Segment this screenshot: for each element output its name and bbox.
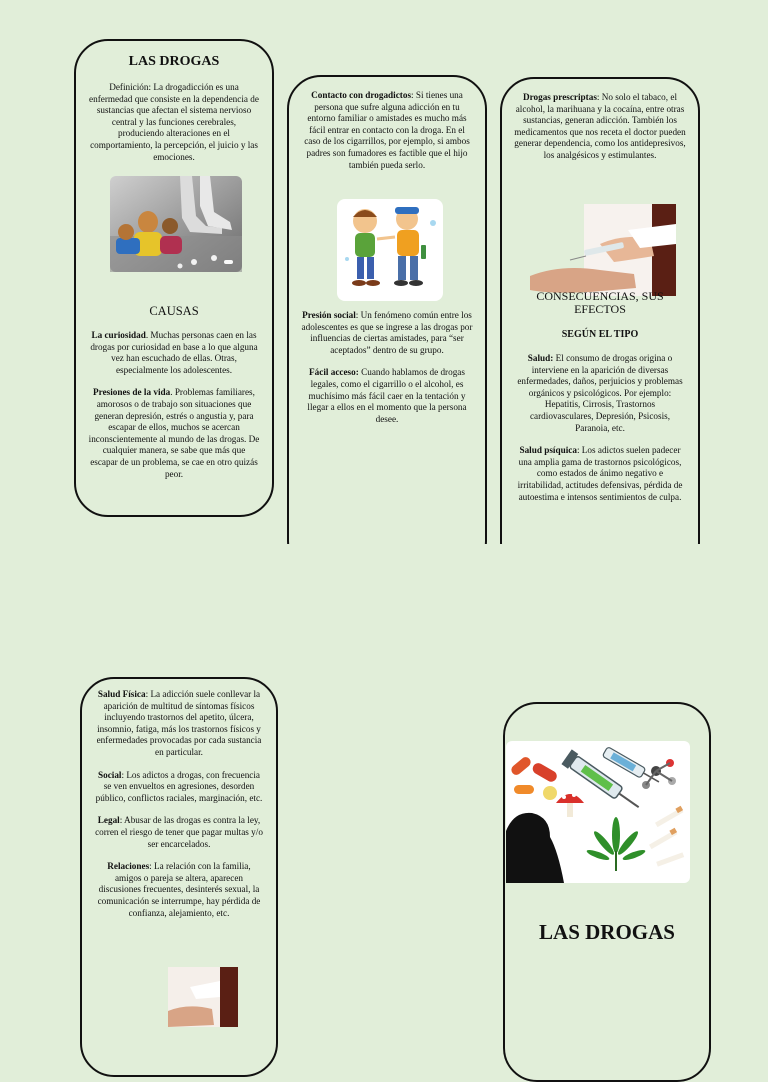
psych-health-label: Salud psíquica — [519, 445, 577, 456]
relations-text: : La relación con la familia, amigos o pareja se altera, aparecen discusiones frecuentes, desinterés sexual, la comunicación se interrumpe, hay pérdida de confianza, alejamiento, etc. — [97, 861, 261, 918]
health-paragraph — [514, 353, 686, 434]
psych-health-paragraph — [514, 445, 686, 503]
kids-cartoon-picture — [337, 199, 443, 301]
physical-health-text: : La adicción suele conllevar la aparición de multitud de síntomas físicos incluyendo trastornos del apetito, úlcera, insomnio, fatiga, más los trastornos físicos y enfermedades provocadas por cada sustancia en particular. — [96, 689, 262, 757]
pressure-text: . Problemas familiares, amorosos o de trabajo son situaciones que generan depresión, estrés o angustia y, para escapar de ellos, muchos se acercan inconscientemente al mundo de las drogas. De cualquier manera, se sabe que más que escapar de un problema, se cae en otro quizás peor. — [88, 387, 260, 479]
panel2-text-bottom — [301, 310, 473, 436]
panel-effects — [80, 677, 278, 1077]
psych-health-text: : Los adictos suelen padecer una amplia gama de trastornos psicológicos, como estados de ánimo negativo e irritabilidad, actitudes defensivas, pérdida de autoestima e intensos sentimientos de culpa. — [517, 445, 683, 502]
relations-paragraph — [94, 861, 264, 919]
social-pressure-text: : Un fenómeno común entre los adolescentes es que se ingrese a las drogas por influencias de ciertas amistades, para “ser aceptados” dentro de su grupo. — [301, 310, 473, 355]
prescribed-paragraph — [514, 92, 686, 162]
health-text: El consumo de drogas origina o interviene en la aparición de diversas enfermedades, daños, perjuicios y problemas orgánicos y psicológicos. Por ejemplo: Hepatitis, Cirrosis, Trastornos cardiovasculares, Depresión, Psicosis, Paranoia, etc. — [517, 353, 683, 433]
cover-title: LAS DROGAS — [539, 920, 675, 944]
physical-health-paragraph — [94, 689, 264, 759]
social-pressure-paragraph — [301, 310, 473, 356]
physical-health-label: Salud Física — [97, 689, 146, 699]
curiosity-paragraph — [88, 330, 260, 376]
panel2-text-top — [301, 90, 473, 182]
causes-text — [88, 330, 260, 491]
curiosity-label: La curiosidad — [91, 330, 146, 340]
definition-label: Definición — [109, 82, 149, 92]
health-label: Salud: — [527, 353, 554, 363]
definition-paragraph — [88, 82, 260, 163]
social-effects-label: Social — [97, 769, 122, 780]
prescribed-text: : No solo el tabaco, el alcohol, la marihuana y la cocaína, entre otras sustancias, generan adicción. También los medicamentos que nos receta el doctor pueden generar dependencia, como los antidepresivos, los analgésicos y estimulantes. — [514, 92, 686, 160]
panel4-text — [94, 689, 264, 930]
legal-text: : Abusar de las drogas es contra la ley, corren el riesgo de tener que pagar multas y/o ser encarcelados. — [95, 815, 263, 849]
injection-photo-small — [168, 967, 238, 1027]
relations-label: Relaciones — [107, 861, 150, 872]
contact-paragraph — [301, 90, 473, 171]
panel-causes — [74, 39, 274, 517]
panel3-text — [514, 353, 686, 514]
drugs-collage-picture — [506, 741, 690, 883]
page-break — [0, 544, 768, 644]
pressure-label: Presiones de la vida — [93, 387, 171, 398]
prescribed-label: Drogas prescriptas — [522, 92, 597, 102]
panel-consequences — [500, 77, 700, 577]
social-pressure-label: Presión social — [302, 310, 356, 320]
easy-access-paragraph — [301, 367, 473, 425]
by-type-subtitle: SEGÚN EL TIPO — [561, 329, 639, 340]
panel-cover — [503, 702, 711, 1082]
causes-title: CAUSAS — [149, 304, 199, 318]
pressure-paragraph — [88, 387, 260, 480]
injection-photo — [530, 204, 676, 296]
easy-access-label: Fácil acceso: — [309, 367, 359, 378]
definition-text: : La drogadicción es una enfermedad que consiste en la dependencia de sustancias que afectan el sistema nervioso central y las funciones cerebrales, produciendo alteraciones en el comportamiento, la percepción, el juicio y las emociones. — [89, 82, 259, 162]
panel-title: LAS DROGAS — [128, 54, 220, 69]
panel-causes-continued — [287, 75, 487, 575]
contact-text: : Si tienes una persona que sufre alguna adicción en tu entorno familiar o amistades es mucho más fácil entrar en contacto con la droga. En el caso de los cigarrillos, por ejemplo, si ambos padres son fumadores es factible que el hijo también pueda serlo. — [304, 90, 470, 170]
curiosity-text: . Muchas personas caen en las drogas por curiosidad en base a lo que alguna vez han escuchado de ellas. Otras, especialmente los adolescentes. — [90, 330, 258, 375]
social-effects-text: : Los adictos a drogas, con frecuencia se ven envueltos en agresiones, desorden público, conflictos raciales, marginación, etc. — [95, 769, 263, 803]
legal-paragraph — [94, 815, 264, 850]
contact-label: Contacto con drogadictos — [311, 90, 412, 100]
legal-label: Legal — [97, 815, 120, 826]
kids-drugs-photo — [110, 176, 242, 272]
social-effects-paragraph — [94, 770, 264, 805]
easy-access-text: Cuando hablamos de drogas legales, como el cigarrillo o el alcohol, es muchísimo más fácil caer en la tentación y llegar a ellos en el momento que la persona desee. — [307, 367, 467, 424]
consequences-title: CONSECUENCIAS, SUS EFECTOS — [536, 289, 664, 316]
